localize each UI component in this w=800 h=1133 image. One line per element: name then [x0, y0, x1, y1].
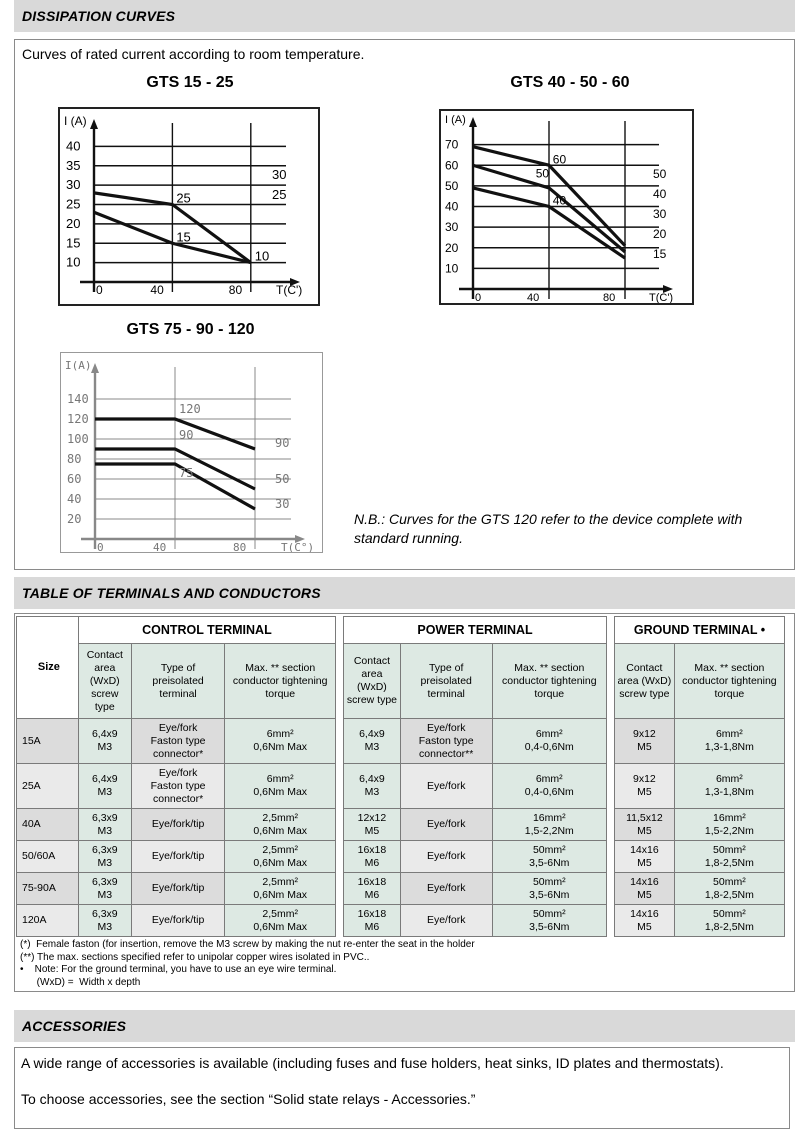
- y-tick-label: 10: [66, 254, 81, 270]
- contact-cell: 14x16 M5: [615, 905, 675, 937]
- contact-cell: 6,4x9 M3: [78, 719, 131, 764]
- side-value-label: 30: [653, 207, 667, 221]
- table-row: [17, 764, 336, 809]
- data-label: 10: [254, 248, 270, 264]
- y-tick-label: 40: [66, 138, 81, 154]
- side-value-label: 25: [272, 187, 287, 202]
- type-cell: Eye/fork: [400, 841, 492, 873]
- contact-cell: 6,3x9 M3: [78, 809, 131, 841]
- chart-title-gts-15-25: GTS 15 - 25: [146, 74, 234, 91]
- y-tick-label: 10: [445, 261, 459, 276]
- table-row: [344, 905, 607, 937]
- type-cell: Eye/fork/tip: [131, 809, 225, 841]
- data-label: 50: [535, 166, 550, 181]
- data-label: 90: [179, 428, 194, 442]
- side-value-label: 40: [653, 187, 667, 201]
- table-row: [615, 719, 785, 764]
- contact-cell: 14x16 M5: [615, 841, 675, 873]
- contact-cell: 6,3x9 M3: [78, 905, 131, 937]
- type-cell: Eye/fork: [400, 809, 492, 841]
- chart-title-gts-40-50-60: GTS 40 - 50 - 60: [510, 74, 630, 91]
- chart-frame-gts-75-90-120: [60, 352, 323, 553]
- x-tick-label: 80: [228, 283, 243, 297]
- y-axis-arrow: [91, 363, 99, 373]
- x-tick-label: 40: [527, 292, 540, 303]
- contact-cell: 9x12 M5: [615, 764, 675, 809]
- y-axis-arrow: [469, 117, 477, 127]
- y-tick-label: 40: [445, 199, 459, 214]
- contact-cell: 16x18 M6: [344, 905, 401, 937]
- table-row: [17, 841, 336, 873]
- section-cell: 6mm² 0,4-0,6Nm: [492, 764, 606, 809]
- y-tick-label: 80: [67, 452, 82, 466]
- section-cell: 50mm² 1,8-2,5Nm: [674, 841, 784, 873]
- chart-gts-40-50-60: [441, 111, 692, 303]
- side-value-label: 30: [272, 167, 287, 182]
- type-cell: Eye/fork/tip: [131, 905, 225, 937]
- contact-cell: 6,4x9 M3: [344, 719, 401, 764]
- type-cell: Eye/fork Faston type connector*: [131, 764, 225, 809]
- x-axis-label: T(C'): [276, 283, 303, 297]
- x-tick-label: 0: [475, 292, 482, 303]
- y-tick-label: 15: [66, 235, 81, 251]
- section-cell: 6mm² 0,6Nm Max: [225, 719, 336, 764]
- y-tick-label: 20: [66, 215, 81, 231]
- table-row: [615, 764, 785, 809]
- side-value-label: 15: [653, 247, 667, 261]
- type-cell: Eye/fork/tip: [131, 873, 225, 905]
- table-row: [344, 873, 607, 905]
- x-tick-label: 0: [97, 541, 104, 552]
- power-terminal-table: [343, 616, 607, 937]
- x-tick-label: 40: [153, 541, 167, 552]
- data-label: 25: [176, 190, 191, 206]
- table-row: [17, 719, 336, 764]
- contact-cell: 16x18 M6: [344, 841, 401, 873]
- table-row: [17, 809, 336, 841]
- size-cell: 75-90A: [17, 873, 79, 905]
- contact-cell: 16x18 M6: [344, 873, 401, 905]
- table-row: [615, 841, 785, 873]
- y-tick-label: 30: [66, 177, 81, 193]
- ground-section-header: Max. ** section conductor tightening torque: [674, 644, 784, 719]
- dissipation-section-header: DISSIPATION CURVES: [14, 0, 795, 32]
- note-2: (**) The max. sections specified refer to unipolar copper wires isolated in PVC..: [20, 951, 370, 963]
- size-cell: 40A: [17, 809, 79, 841]
- size-header: Size: [17, 617, 79, 719]
- x-tick-label: 0: [96, 283, 103, 297]
- x-axis-label: T(C'): [649, 292, 674, 303]
- accessories-text-2: To choose accessories, see the section “Solid state relays - Accessories.”: [21, 1091, 476, 1107]
- terminals-section-header: TABLE OF TERMINALS AND CONDUCTORS: [14, 577, 795, 609]
- type-cell: Eye/fork: [400, 873, 492, 905]
- control-contact-header: Contact area (WxD) screw type: [78, 644, 131, 719]
- section-cell: 50mm² 3,5-6Nm: [492, 841, 606, 873]
- section-cell: 2,5mm² 0,6Nm Max: [225, 873, 336, 905]
- section-cell: 6mm² 1,3-1,8Nm: [674, 719, 784, 764]
- table-row: [17, 905, 336, 937]
- size-cell: 25A: [17, 764, 79, 809]
- section-cell: 50mm² 3,5-6Nm: [492, 873, 606, 905]
- contact-cell: 9x12 M5: [615, 719, 675, 764]
- y-tick-label: 20: [67, 512, 82, 526]
- section-cell: 2,5mm² 0,6Nm Max: [225, 905, 336, 937]
- y-axis-arrow: [90, 119, 98, 129]
- section-cell: 16mm² 1,5-2,2Nm: [674, 809, 784, 841]
- table-row: [344, 719, 607, 764]
- note-4: (WxD) = Width x depth: [20, 976, 141, 988]
- type-cell: Eye/fork Faston type connector*: [131, 719, 225, 764]
- section-cell: 16mm² 1,5-2,2Nm: [492, 809, 606, 841]
- contact-cell: 6,3x9 M3: [78, 873, 131, 905]
- y-tick-label: 140: [67, 392, 89, 406]
- table-row: [344, 809, 607, 841]
- section-cell: 6mm² 1,3-1,8Nm: [674, 764, 784, 809]
- contact-cell: 6,4x9 M3: [344, 764, 401, 809]
- section-cell: 50mm² 1,8-2,5Nm: [674, 905, 784, 937]
- y-axis-label: I (A): [64, 114, 87, 128]
- type-cell: Eye/fork Faston type connector**: [400, 719, 492, 764]
- y-tick-label: 20: [445, 240, 459, 255]
- contact-cell: 14x16 M5: [615, 873, 675, 905]
- side-value-label: 30: [275, 497, 290, 511]
- data-label: 40: [552, 193, 567, 208]
- side-value-label: 20: [653, 227, 667, 241]
- y-tick-label: 25: [66, 196, 81, 212]
- data-label: 15: [176, 229, 191, 245]
- contact-cell: 6,3x9 M3: [78, 841, 131, 873]
- size-cell: 120A: [17, 905, 79, 937]
- table-notes: [20, 939, 780, 989]
- side-value-label: 90: [275, 436, 290, 450]
- y-tick-label: 50: [445, 178, 459, 193]
- side-value-label: 50: [653, 167, 667, 181]
- x-axis-label: T(C°): [281, 541, 315, 552]
- chart-frame-gts-15-25: [58, 107, 320, 306]
- y-axis-label: I (A): [445, 114, 466, 126]
- ground-terminal-table: [614, 616, 785, 937]
- y-tick-label: 60: [67, 472, 82, 486]
- power-section-header: Max. ** section conductor tightening torque: [492, 644, 606, 719]
- control-terminal-table: [16, 616, 336, 937]
- section-cell: 50mm² 3,5-6Nm: [492, 905, 606, 937]
- control-type-header: Type of preisolated terminal: [131, 644, 225, 719]
- note-3: • Note: For the ground terminal, you have to use an eye wire terminal.: [20, 964, 337, 975]
- table-row: [344, 764, 607, 809]
- note-1: (*) Female faston (for insertion, remove the M3 screw by making the nut re-enter the seat in the holder: [20, 939, 475, 950]
- ground-contact-header: Contact area (WxD) screw type: [615, 644, 675, 719]
- size-cell: 50/60A: [17, 841, 79, 873]
- y-axis-label: I(A): [65, 359, 92, 372]
- contact-cell: 12x12 M5: [344, 809, 401, 841]
- intro-text: Curves of rated current according to room temperature.: [22, 46, 365, 62]
- y-tick-label: 30: [445, 220, 459, 235]
- control-terminal-header: CONTROL TERMINAL: [78, 617, 335, 644]
- power-contact-header: Contact area (WxD) screw type: [344, 644, 401, 719]
- section-cell: 2,5mm² 0,6Nm Max: [225, 809, 336, 841]
- y-tick-label: 100: [67, 432, 89, 446]
- table-row: [615, 905, 785, 937]
- accessories-text-1: A wide range of accessories is available (including fuses and fuse holders, heat sinks, ID plates and thermostats).: [21, 1055, 724, 1071]
- y-tick-label: 40: [67, 492, 82, 506]
- section-cell: 6mm² 0,6Nm Max: [225, 764, 336, 809]
- y-tick-label: 120: [67, 412, 89, 426]
- section-cell: 6mm² 0,4-0,6Nm: [492, 719, 606, 764]
- type-cell: Eye/fork: [400, 764, 492, 809]
- accessories-section-header: ACCESSORIES: [14, 1010, 795, 1042]
- x-tick-label: 40: [150, 283, 164, 297]
- chart-frame-gts-40-50-60: [439, 109, 694, 305]
- table-row: [615, 809, 785, 841]
- nb-note: N.B.: Curves for the GTS 120 refer to the device complete with standard running.: [354, 511, 743, 546]
- type-cell: Eye/fork: [400, 905, 492, 937]
- chart-title-gts-75-90-120: GTS 75 - 90 - 120: [126, 321, 255, 338]
- contact-cell: 11,5x12 M5: [615, 809, 675, 841]
- type-cell: Eye/fork/tip: [131, 841, 225, 873]
- power-type-header: Type of preisolated terminal: [400, 644, 492, 719]
- chart-gts-75-90-120: [61, 353, 322, 552]
- size-cell: 15A: [17, 719, 79, 764]
- chart-gts-15-25: [60, 109, 318, 304]
- section-cell: 2,5mm² 0,6Nm Max: [225, 841, 336, 873]
- data-label: 120: [179, 402, 201, 416]
- data-label: 75: [179, 466, 194, 480]
- control-section-header: Max. ** section conductor tightening torque: [225, 644, 336, 719]
- accessories-panel: [14, 1047, 790, 1129]
- x-tick-label: 80: [603, 292, 616, 303]
- y-tick-label: 35: [66, 157, 81, 173]
- side-value-label: 50: [275, 472, 290, 486]
- table-row: [344, 841, 607, 873]
- section-cell: 50mm² 1,8-2,5Nm: [674, 873, 784, 905]
- ground-terminal-header: GROUND TERMINAL •: [615, 617, 785, 644]
- data-label: 60: [552, 152, 567, 167]
- y-tick-label: 60: [445, 158, 459, 173]
- table-row: [615, 873, 785, 905]
- power-terminal-header: POWER TERMINAL: [344, 617, 607, 644]
- table-row: [17, 873, 336, 905]
- contact-cell: 6,4x9 M3: [78, 764, 131, 809]
- x-tick-label: 80: [233, 541, 247, 552]
- y-tick-label: 70: [445, 137, 459, 152]
